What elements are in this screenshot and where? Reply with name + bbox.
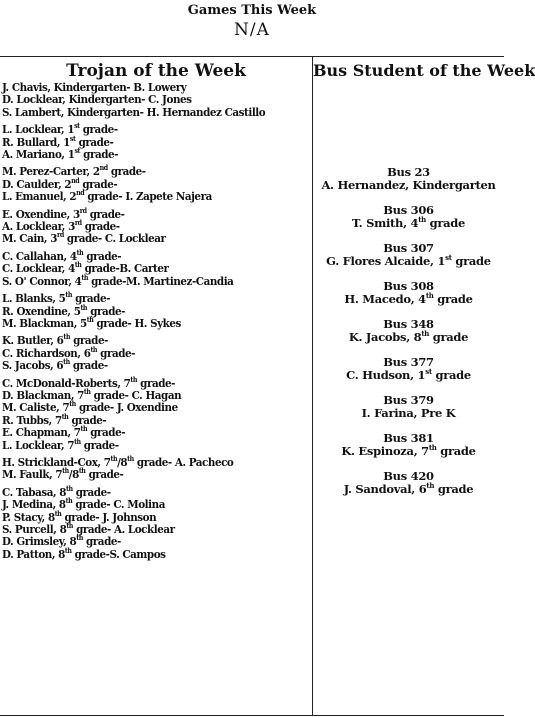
bus-student: I. Farina, Pre K	[361, 406, 456, 420]
trojan-title: Trojan of the Week	[66, 61, 246, 81]
trojan-entry: S. Lambert, Kindergarten- H. Hernandez Castillo	[2, 104, 266, 119]
trojan-entry: H. Strickland-Cox, 7th/8th grade- A. Pacheco	[2, 454, 234, 469]
trojan-grade-group	[2, 334, 310, 371]
bus-number: Bus 23	[387, 165, 430, 179]
trojan-grade-group	[2, 292, 310, 329]
trojan-entry: L. Blanks, 5th grade-	[2, 290, 110, 306]
bus-title: Bus Student of the Week	[313, 61, 535, 80]
trojan-entry: M. Cain, 3rd grade- C. Locklear	[2, 230, 166, 246]
trojan-entry: K. Butler, 6th grade-	[2, 332, 108, 348]
bus-entry	[313, 280, 504, 306]
bus-student: J. Sandoval, 6th grade	[343, 481, 474, 496]
trojan-entry: S. Purcell, 8th grade- A. Locklear	[2, 521, 175, 536]
bus-student: A. Hernandez, Kindergarten	[321, 178, 496, 192]
honors-table	[0, 56, 535, 716]
trojan-entry: R. Bullard, 1st grade-	[2, 133, 114, 149]
trojan-grade-group	[2, 165, 310, 202]
bus-number: Bus 377	[383, 355, 434, 369]
trojan-entry: L. Locklear, 1st grade-	[2, 121, 118, 137]
bus-column	[313, 61, 535, 508]
trojan-entry: A. Mariano, 1st grade-	[2, 146, 118, 162]
trojan-grade-group	[2, 483, 310, 561]
trojan-entry: P. Stacy, 8th grade- J. Johnson	[2, 508, 157, 524]
trojan-entry: D. Grimsley, 8th grade-	[2, 533, 121, 549]
trojan-entry: C. Locklear, 4th grade-B. Carter	[2, 260, 169, 276]
trojan-grade-group	[2, 205, 310, 246]
bus-student: H. Macedo, 4th grade	[344, 291, 473, 306]
games-value: N/A	[234, 20, 270, 40]
bus-student: T. Smith, 4th grade	[351, 215, 466, 230]
trojan-entry: C. McDonald-Roberts, 7th grade-	[2, 374, 175, 390]
trojan-entry: S. O' Connor, 4th grade-M. Martinez-Candia	[2, 272, 234, 288]
trojan-grade-group	[2, 123, 310, 160]
trojan-entry: E. Chapman, 7th grade-	[2, 424, 126, 440]
trojan-grade-group	[2, 250, 310, 287]
trojan-grade-group	[2, 81, 310, 118]
trojan-entry: D. Caulder, 2nd grade-	[2, 176, 118, 191]
trojan-entry: R. Oxendine, 5th grade-	[2, 302, 125, 318]
bus-student: C. Hudson, 1st grade	[346, 367, 471, 382]
bus-number: Bus 307	[383, 241, 434, 255]
trojan-entry: D. Patton, 8th grade-S. Campos	[2, 545, 166, 561]
trojan-entry: M. Perez-Carter, 2nd grade-	[2, 163, 146, 179]
trojan-entry: M. Faulk, 7th/8th grade-	[2, 466, 124, 482]
bus-student: K. Espinoza, 7th grade	[341, 443, 476, 458]
trojan-list	[2, 81, 310, 560]
trojan-grade-group	[2, 374, 310, 452]
trojan-entry: J. Chavis, Kindergarten- B. Lowery	[2, 80, 187, 94]
trojan-entry: R. Tubbs, 7th grade-	[2, 411, 107, 427]
bus-list	[313, 166, 504, 496]
bus-entry	[313, 356, 504, 382]
trojan-entry: C. Callahan, 4th grade-	[2, 248, 122, 263]
trojan-entry: M. Blackman, 5th grade- H. Sykes	[2, 315, 181, 330]
trojan-grade-group	[2, 456, 310, 481]
trojan-entry: C. Richardson, 6th grade-	[2, 344, 135, 360]
bus-entry	[313, 470, 504, 496]
bus-entry	[313, 242, 504, 268]
trojan-entry: M. Caliste, 7th grade- J. Oxendine	[2, 399, 178, 415]
bus-student: K. Jacobs, 8th grade	[348, 329, 469, 344]
trojan-entry: D. Blackman, 7th grade- C. Hagan	[2, 387, 182, 402]
bus-student: G. Flores Alcaide, 1st grade	[326, 253, 491, 268]
bus-entry	[313, 318, 504, 344]
bus-number: Bus 379	[383, 393, 434, 407]
bus-number: Bus 306	[383, 203, 434, 217]
bus-entry	[313, 432, 504, 458]
trojan-entry: C. Tabasa, 8th grade-	[2, 483, 111, 499]
bus-entry	[313, 204, 504, 230]
trojan-entry: E. Oxendine, 3rd grade-	[2, 205, 125, 221]
trojan-entry: A. Locklear, 3rd grade-	[2, 218, 120, 234]
bus-number: Bus 381	[383, 431, 434, 445]
trojan-entry: S. Jacobs, 6th grade-	[2, 357, 108, 373]
trojan-column	[2, 61, 310, 560]
games-title: Games This Week	[187, 3, 317, 18]
bus-number: Bus 348	[383, 317, 434, 331]
trojan-entry: L. Emanuel, 2nd grade- I. Zapete Najera	[2, 188, 212, 204]
bus-entry	[313, 394, 504, 420]
trojan-entry: L. Locklear, 7th grade-	[2, 436, 119, 452]
bus-entry	[313, 166, 504, 192]
trojan-entry: D. Locklear, Kindergarten- C. Jones	[2, 92, 192, 107]
trojan-entry: J. Medina, 8th grade- C. Molina	[2, 496, 165, 512]
bus-number: Bus 308	[383, 279, 434, 293]
bus-number: Bus 420	[383, 469, 434, 483]
